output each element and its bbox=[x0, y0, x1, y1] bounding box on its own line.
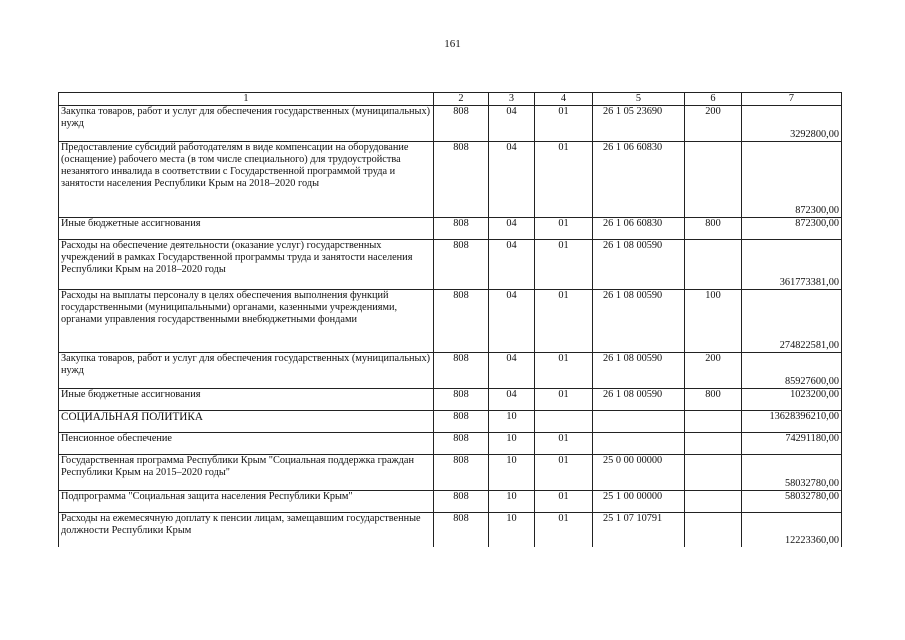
header-cell: 4 bbox=[535, 93, 593, 106]
section-code: 04 bbox=[489, 290, 535, 353]
target-article-code: 26 1 06 60830 bbox=[593, 142, 685, 218]
subsection-code: 01 bbox=[535, 491, 593, 513]
amount: 1023200,00 bbox=[742, 389, 842, 411]
expense-type-code bbox=[685, 240, 742, 290]
target-article-code: 26 1 05 23690 bbox=[593, 106, 685, 142]
table-row bbox=[59, 353, 842, 389]
row-name: Расходы на выплаты персоналу в целях обеспечения выполнения функций государственными (муниципальными) органами, казенными учреждениями, органами управления государственными внебюджетными фондами bbox=[59, 290, 434, 353]
ministry-code: 808 bbox=[434, 513, 489, 548]
expense-type-code bbox=[685, 513, 742, 548]
section-code: 04 bbox=[489, 106, 535, 142]
target-article-code: 26 1 06 60830 bbox=[593, 218, 685, 240]
target-article-code: 25 1 07 10791 bbox=[593, 513, 685, 548]
subsection-code: 01 bbox=[535, 142, 593, 218]
row-name: Пенсионное обеспечение bbox=[59, 433, 434, 455]
table-row bbox=[59, 513, 842, 548]
subsection-code: 01 bbox=[535, 106, 593, 142]
amount: 274822581,00 bbox=[742, 290, 842, 353]
row-name: Государственная программа Республики Крым "Социальная поддержка граждан Республики Крым на 2015–2020 годы" bbox=[59, 455, 434, 491]
target-article-code: 26 1 08 00590 bbox=[593, 353, 685, 389]
section-code: 04 bbox=[489, 389, 535, 411]
target-article-code: 26 1 08 00590 bbox=[593, 240, 685, 290]
header-cell: 1 bbox=[59, 93, 434, 106]
expense-type-code: 200 bbox=[685, 353, 742, 389]
expense-type-code bbox=[685, 433, 742, 455]
ministry-code: 808 bbox=[434, 218, 489, 240]
target-article-code: 25 1 00 00000 bbox=[593, 491, 685, 513]
table-row bbox=[59, 411, 842, 433]
budget-table bbox=[58, 92, 842, 547]
section-code: 10 bbox=[489, 411, 535, 433]
subsection-code: 01 bbox=[535, 353, 593, 389]
subsection-code: 01 bbox=[535, 513, 593, 548]
target-article-code bbox=[593, 433, 685, 455]
table-row bbox=[59, 455, 842, 491]
table-row bbox=[59, 106, 842, 142]
ministry-code: 808 bbox=[434, 142, 489, 218]
section-code: 10 bbox=[489, 433, 535, 455]
section-code: 04 bbox=[489, 218, 535, 240]
header-cell: 3 bbox=[489, 93, 535, 106]
amount: 58032780,00 bbox=[742, 491, 842, 513]
section-code: 10 bbox=[489, 455, 535, 491]
amount: 3292800,00 bbox=[742, 106, 842, 142]
ministry-code: 808 bbox=[434, 455, 489, 491]
header-cell: 2 bbox=[434, 93, 489, 106]
row-name: Расходы на обеспечение деятельности (оказание услуг) государственных учреждений в рамках Государственной программы труда и занятости населения Республики Крым на 2018–2020 годы bbox=[59, 240, 434, 290]
ministry-code: 808 bbox=[434, 433, 489, 455]
amount: 872300,00 bbox=[742, 142, 842, 218]
amount: 12223360,00 bbox=[742, 513, 842, 548]
ministry-code: 808 bbox=[434, 353, 489, 389]
amount: 361773381,00 bbox=[742, 240, 842, 290]
subsection-code: 01 bbox=[535, 240, 593, 290]
ministry-code: 808 bbox=[434, 411, 489, 433]
row-name: Закупка товаров, работ и услуг для обеспечения государственных (муниципальных) нужд bbox=[59, 353, 434, 389]
row-name: СОЦИАЛЬНАЯ ПОЛИТИКА bbox=[59, 411, 434, 433]
row-name: Закупка товаров, работ и услуг для обеспечения государственных (муниципальных) нужд bbox=[59, 106, 434, 142]
target-article-code: 25 0 00 00000 bbox=[593, 455, 685, 491]
row-name: Иные бюджетные ассигнования bbox=[59, 389, 434, 411]
expense-type-code bbox=[685, 455, 742, 491]
amount: 13628396210,00 bbox=[742, 411, 842, 433]
header-cell: 6 bbox=[685, 93, 742, 106]
subsection-code bbox=[535, 411, 593, 433]
amount: 85927600,00 bbox=[742, 353, 842, 389]
target-article-code: 26 1 08 00590 bbox=[593, 389, 685, 411]
section-code: 04 bbox=[489, 353, 535, 389]
row-name: Иные бюджетные ассигнования bbox=[59, 218, 434, 240]
row-name: Подпрограмма "Социальная защита населения Республики Крым" bbox=[59, 491, 434, 513]
section-code: 10 bbox=[489, 513, 535, 548]
amount: 872300,00 bbox=[742, 218, 842, 240]
expense-type-code bbox=[685, 411, 742, 433]
expense-type-code: 800 bbox=[685, 218, 742, 240]
expense-type-code: 200 bbox=[685, 106, 742, 142]
table-row bbox=[59, 433, 842, 455]
header-cell: 7 bbox=[742, 93, 842, 106]
section-code: 04 bbox=[489, 142, 535, 218]
target-article-code bbox=[593, 411, 685, 433]
subsection-code: 01 bbox=[535, 455, 593, 491]
target-article-code: 26 1 08 00590 bbox=[593, 290, 685, 353]
table-row bbox=[59, 491, 842, 513]
table-row bbox=[59, 218, 842, 240]
ministry-code: 808 bbox=[434, 290, 489, 353]
amount: 58032780,00 bbox=[742, 455, 842, 491]
amount: 74291180,00 bbox=[742, 433, 842, 455]
expense-type-code: 100 bbox=[685, 290, 742, 353]
subsection-code: 01 bbox=[535, 218, 593, 240]
ministry-code: 808 bbox=[434, 491, 489, 513]
row-name: Расходы на ежемесячную доплату к пенсии лицам, замещавшим государственные должности Республики Крым bbox=[59, 513, 434, 548]
table-row bbox=[59, 290, 842, 353]
table-row bbox=[59, 142, 842, 218]
expense-type-code: 800 bbox=[685, 389, 742, 411]
expense-type-code bbox=[685, 491, 742, 513]
table-row bbox=[59, 389, 842, 411]
ministry-code: 808 bbox=[434, 106, 489, 142]
subsection-code: 01 bbox=[535, 433, 593, 455]
table-row bbox=[59, 240, 842, 290]
header-cell: 5 bbox=[593, 93, 685, 106]
section-code: 04 bbox=[489, 240, 535, 290]
section-code: 10 bbox=[489, 491, 535, 513]
table-header-row bbox=[59, 93, 842, 106]
expense-type-code bbox=[685, 142, 742, 218]
subsection-code: 01 bbox=[535, 389, 593, 411]
page-number: 161 bbox=[444, 38, 461, 50]
subsection-code: 01 bbox=[535, 290, 593, 353]
ministry-code: 808 bbox=[434, 389, 489, 411]
row-name: Предоставление субсидий работодателям в виде компенсации на оборудование (оснащение) рабочего места (в том числе специального) для трудоустройства незанятого инвалида в соответствии с Государственной программой труда и занятости населения Республики Крым на 2018–2020 годы bbox=[59, 142, 434, 218]
ministry-code: 808 bbox=[434, 240, 489, 290]
